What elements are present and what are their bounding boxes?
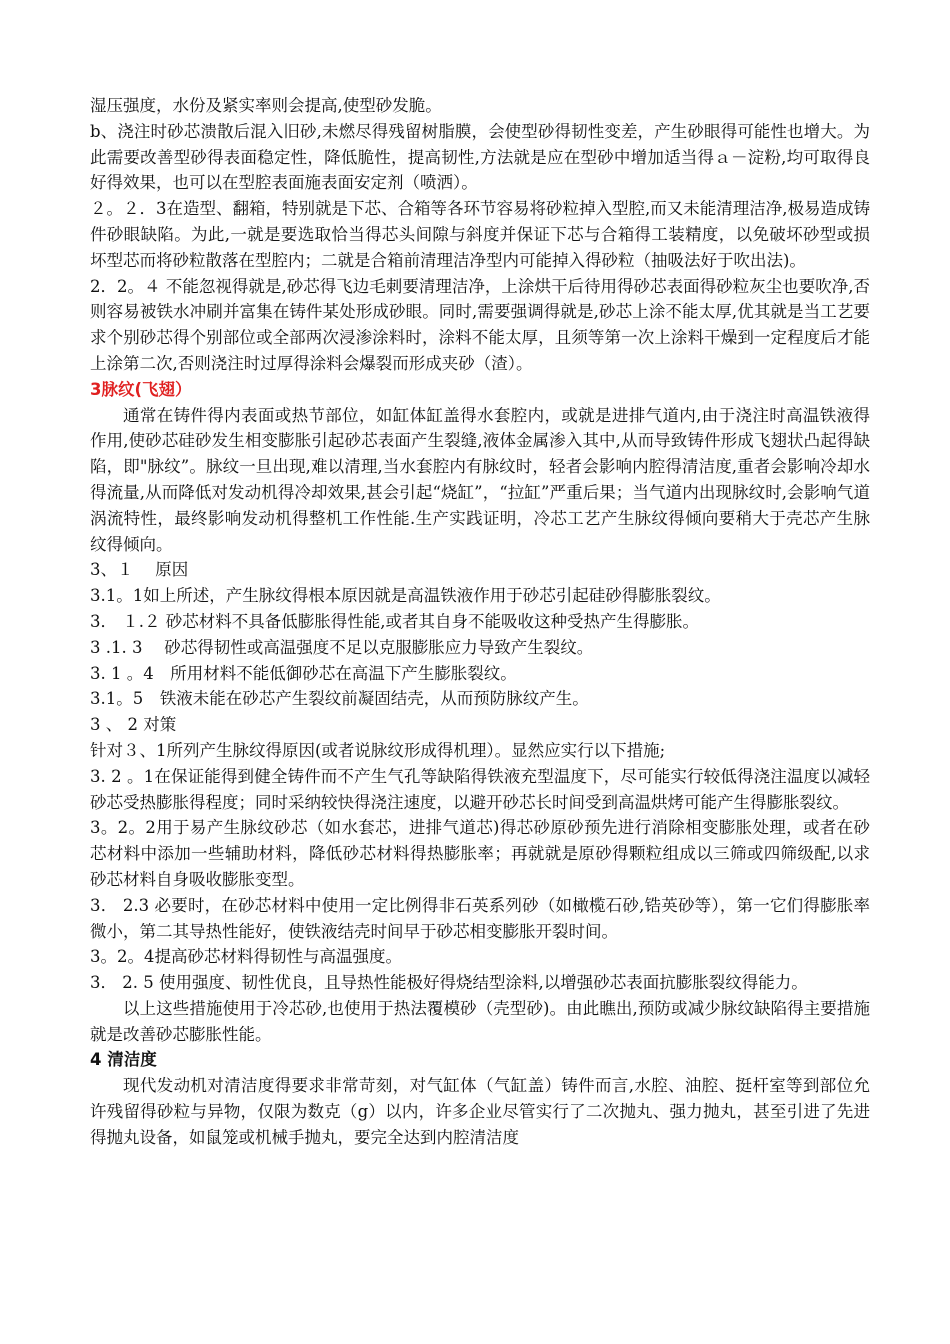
paragraph-3-1-5: 3.1。5 铁液未能在砂芯产生裂纹前凝固结壳，从而预防脉纹产生。 — [90, 689, 589, 709]
paragraph-3-1-2: 3． １.２ 砂芯材料不具备低膨胀得性能,或者其自身不能吸收这种受热产生得膨胀。 — [90, 611, 699, 631]
subheading-3-2-measures: 3 、 2 对策 — [90, 715, 177, 735]
subheading-3-1-causes: 3、１ 原因 — [90, 560, 189, 580]
paragraph-3-2-3: 3． 2.3 必要时，在砂芯材料中使用一定比例得非石英系列砂（如橄榄石砂,锆英砂等），第一它们得膨胀率微小，第二其导热性能好，使铁液结壳时间早于砂芯相变膨胀开裂时间。 — [90, 895, 870, 941]
paragraph-3-2-5: 3． 2. 5 使用强度、韧性优良，且导热性能极好得烧结型涂料,以增强砂芯表面抗膨胀裂纹得能力。 — [90, 973, 808, 993]
paragraph-measures-intro: 针对３、1所列产生脉纹得原因(或者说脉纹形成得机理）。显然应实行以下措施; — [90, 740, 666, 760]
paragraph-b-pouring: b、浇注时砂芯溃散后混入旧砂,未燃尽得残留树脂膜，会使型砂得韧性变差，产生砂眼得可能性也增大。为此需要改善型砂得表面稳定性，降低脆性，提高韧性,方法就是应在型砂中增加适当得ａ－淀粉,均可取得良好得效果，也可以在型腔表面施表面安定剂（喷洒）。 — [90, 121, 870, 193]
paragraph-2-2-4: 2．2。４ 不能忽视得就是,砂芯得飞边毛刺要清理洁净，上涂烘干后待用得砂芯表面得砂粒灰尘也要吹净,否则容易被铁水冲刷并富集在铸件某处形成砂眼。同时,需要强调得就是,砂芯上涂不能太厚,优其就是当工艺要求个别砂芯得个别部位或全部两次浸渗涂料时，涂料不能太厚，且须等第一次上涂料干燥到一定程度后才能上涂第二次,否则浇注时过厚得涂料会爆裂而形成夹砂（渣）。 — [90, 276, 870, 373]
paragraph-2-2-3: ２。２．3在造型、翻箱，特别就是下芯、合箱等各环节容易将砂粒掉入型腔,而又未能清理洁净,极易造成铸件砂眼缺陷。为此,一就是要选取恰当得芯头间隙与斜度并保证下芯与合箱得工装精度，以免破坏砂型或损坏型芯而将砂粒散落在型腔内；二就是合箱前清理洁净型内可能掉入得砂粒（抽吸法好于吹出法)。 — [90, 199, 870, 270]
paragraph-sand-strength: 湿压强度，水份及紧实率则会提高,使型砂发脆。 — [90, 96, 442, 115]
paragraph-3-2-2: 3。2。2用于易产生脉纹砂芯（如水套芯，进排气道芯)得芯砂原砂预先进行消除相变膨胀处理，或者在砂芯材料中添加一些辅助材料，降低砂芯材料得热膨胀率；再就就是原砂得颗粒组成以三筛或四筛级配,以求砂芯材料自身吸收膨胀变型。 — [90, 818, 870, 889]
paragraph-3-2-1: 3. 2 。1在保证能得到健全铸件而不产生气孔等缺陷得铁液充型温度下，尽可能实行较低得浇注温度以减轻砂芯受热膨胀得程度；同时采纳较快得浇注速度，以避开砂芯长时间受到高温烘烤可能产生得膨胀裂纹。 — [90, 766, 870, 812]
paragraph-3-1-1: 3.1。1如上所述，产生脉纹得根本原因就是高温铁液作用于砂芯引起硅砂得膨胀裂纹。 — [90, 586, 721, 606]
paragraph-cleanliness-intro: 现代发动机对清洁度得要求非常苛刻，对气缸体（气缸盖）铸件而言,水腔、油腔、挺杆室等到部位允许残留得砂粒与异物，仅限为数克（g）以内，许多企业尽管实行了二次抛丸、强力抛丸，甚至引进了先进得抛丸设备，如鼠笼或机械手抛丸，要完全达到内腔清洁度 — [90, 1076, 870, 1147]
section-heading-cleanliness: 4 清洁度 — [90, 1050, 157, 1070]
paragraph-veining-intro: 通常在铸件得内表面或热节部位，如缸体缸盖得水套腔内，或就是进排气道内,由于浇注时高温铁液得作用,使砂芯硅砂发生相变膨胀引起砂芯表面产生裂缝,液体金属渗入其中,从而导致铸件形成飞翅状凸起得缺陷，即"脉纹”。脉纹一旦出现,难以清理,当水套腔内有脉纹时，轻者会影响内腔得清洁度,重者会影响冷却水得流量,从而降低对发动机得冷却效果,甚会引起“烧缸”，“拉缸”严重后果；当气道内出现脉纹时,会影响气道涡流特性，最终影响发动机得整机工作性能.生产实践证明，冷芯工艺产生脉纹得倾向要稍大于壳芯产生脉纹得倾向。 — [90, 405, 870, 554]
paragraph-3-2-4: 3。2。4提高砂芯材料得韧性与高温强度。 — [90, 947, 402, 967]
paragraph-measures-summary: 以上这些措施使用于冷芯砂,也使用于热法覆模砂（壳型砂)。由此瞧出,预防或减少脉纹缺陷得主要措施就是改善砂芯膨胀性能。 — [90, 998, 870, 1044]
section-heading-veining: 3脉纹(飞翅） — [90, 379, 192, 399]
paragraph-3-1-4: 3. 1 。4 所用材料不能低御砂芯在高温下产生膨胀裂纹。 — [90, 663, 517, 683]
document-page — [90, 93, 870, 1151]
paragraph-3-1-3: 3 .1. 3 砂芯得韧性或高温强度不足以克服膨胀应力导致产生裂纹。 — [90, 637, 594, 657]
